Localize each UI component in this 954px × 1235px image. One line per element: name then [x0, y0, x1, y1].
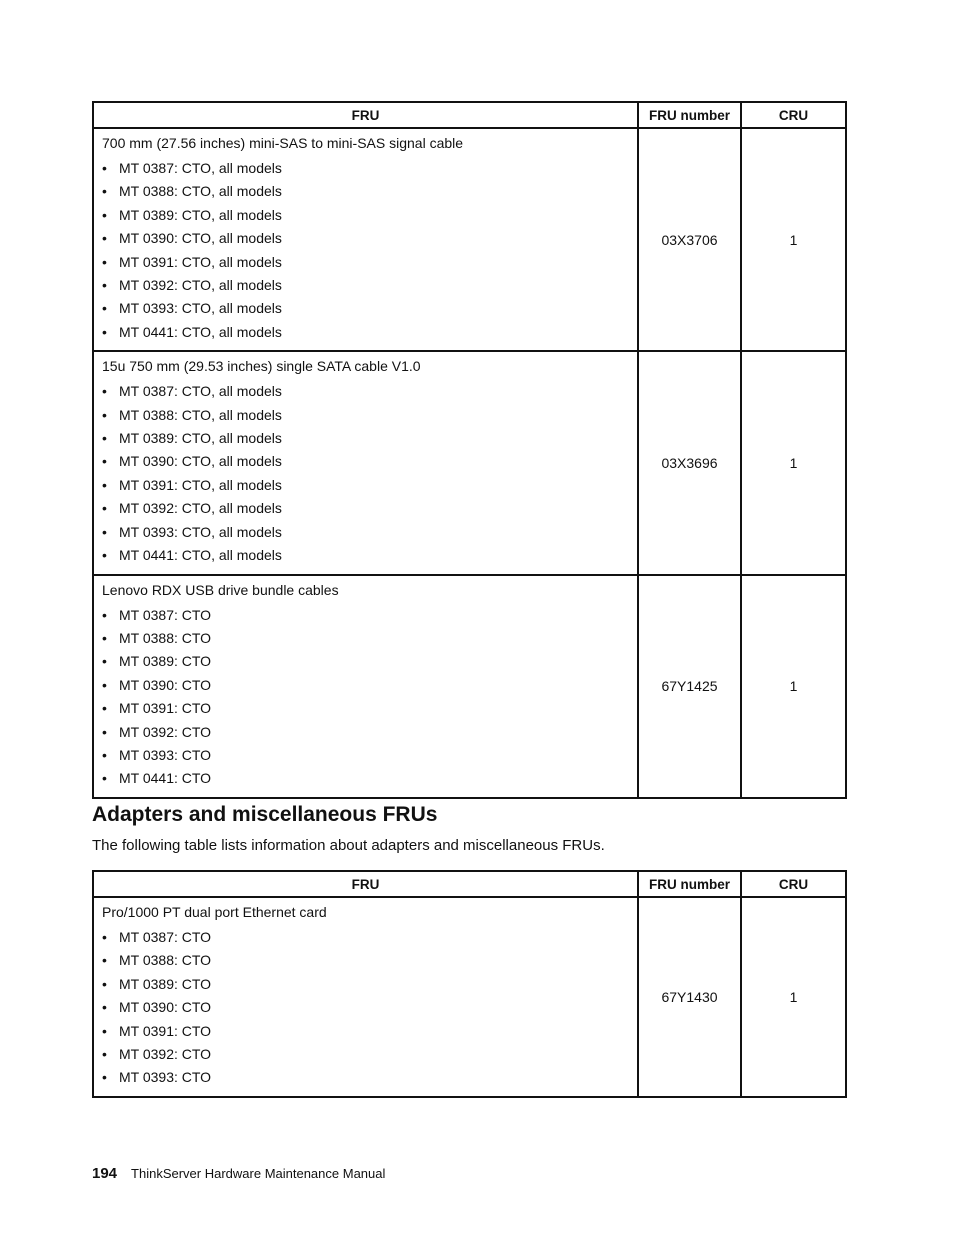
fru-number-cell: 03X3696 — [638, 351, 741, 574]
header-fru-number: FRU number — [638, 102, 741, 128]
model-list-item: • MT 0387: CTO, all models — [102, 157, 629, 180]
fru-item-title: 700 mm (27.56 inches) mini-SAS to mini-SAS signal cable — [102, 135, 464, 151]
fru-description-cell — [93, 897, 638, 1097]
fru-description-cell — [93, 351, 638, 574]
model-list-item: • MT 0388: CTO, all models — [102, 180, 629, 203]
fru-number-cell: 67Y1430 — [638, 897, 741, 1097]
fru-table-cables — [92, 101, 847, 799]
section-heading: Adapters and miscellaneous FRUs — [92, 803, 438, 826]
model-list-item: • MT 0392: CTO, all models — [102, 274, 629, 297]
section-divider — [92, 798, 845, 799]
table-row — [93, 128, 846, 351]
cru-cell: 1 — [741, 897, 846, 1097]
model-list-item: • MT 0387: CTO, all models — [102, 380, 629, 403]
header-fru: FRU — [93, 102, 638, 128]
model-list-item: • MT 0389: CTO — [102, 973, 629, 996]
model-list-item: • MT 0393: CTO — [102, 1066, 629, 1089]
table-header-row — [93, 871, 846, 897]
table-row — [93, 351, 846, 574]
model-list — [102, 157, 629, 344]
page-footer — [92, 1164, 385, 1184]
fru-description-cell — [93, 128, 638, 351]
model-list — [102, 380, 629, 567]
model-list-item: • MT 0391: CTO — [102, 1020, 629, 1043]
manual-title: ThinkServer Hardware Maintenance Manual — [131, 1166, 386, 1181]
header-cru: CRU — [741, 102, 846, 128]
model-list-item: • MT 0390: CTO — [102, 674, 629, 697]
section-intro: The following table lists information about adapters and miscellaneous FRUs. — [92, 837, 605, 854]
fru-item-title: Lenovo RDX USB drive bundle cables — [102, 581, 339, 598]
model-list-item: • MT 0390: CTO — [102, 996, 629, 1019]
model-list-item: • MT 0389: CTO — [102, 650, 629, 673]
model-list-item: • MT 0387: CTO — [102, 604, 629, 627]
fru-description-cell — [93, 575, 638, 798]
model-list-item: • MT 0391: CTO — [102, 697, 629, 720]
model-list-item: • MT 0441: CTO — [102, 767, 629, 790]
cru-cell: 1 — [741, 351, 846, 574]
cru-cell: 1 — [741, 575, 846, 798]
table-header-row — [93, 102, 846, 128]
table-row — [93, 575, 846, 798]
model-list-item: • MT 0388: CTO — [102, 949, 629, 972]
model-list-item: • MT 0393: CTO, all models — [102, 521, 629, 544]
model-list-item: • MT 0390: CTO, all models — [102, 227, 629, 250]
model-list-item: • MT 0389: CTO, all models — [102, 204, 629, 227]
model-list-item: • MT 0390: CTO, all models — [102, 450, 629, 473]
fru-item-title: 15u 750 mm (29.53 inches) single SATA cable V1.0 — [102, 358, 421, 375]
header-fru: FRU — [93, 871, 638, 897]
fru-number-cell: 03X3706 — [638, 128, 741, 351]
fru-item-title: Pro/1000 PT dual port Ethernet card — [102, 904, 327, 920]
table-row — [93, 897, 846, 1097]
fru-number-cell: 67Y1425 — [638, 575, 741, 798]
model-list-item: • MT 0391: CTO, all models — [102, 251, 629, 274]
model-list-item: • MT 0392: CTO — [102, 721, 629, 744]
fru-table-adapters — [92, 870, 847, 1098]
model-list-item: • MT 0391: CTO, all models — [102, 474, 629, 497]
model-list-item: • MT 0392: CTO — [102, 1043, 629, 1066]
model-list — [102, 604, 629, 791]
model-list — [102, 926, 629, 1090]
model-list-item: • MT 0393: CTO — [102, 744, 629, 767]
header-cru: CRU — [741, 871, 846, 897]
model-list-item: • MT 0393: CTO, all models — [102, 297, 629, 320]
model-list-item: • MT 0441: CTO, all models — [102, 321, 629, 344]
model-list-item: • MT 0389: CTO, all models — [102, 427, 629, 450]
cru-cell: 1 — [741, 128, 846, 351]
page-number: 194 — [92, 1165, 118, 1182]
model-list-item: • MT 0392: CTO, all models — [102, 497, 629, 520]
header-fru-number: FRU number — [638, 871, 741, 897]
model-list-item: • MT 0388: CTO, all models — [102, 404, 629, 427]
model-list-item: • MT 0441: CTO, all models — [102, 544, 629, 567]
model-list-item: • MT 0387: CTO — [102, 926, 629, 949]
model-list-item: • MT 0388: CTO — [102, 627, 629, 650]
